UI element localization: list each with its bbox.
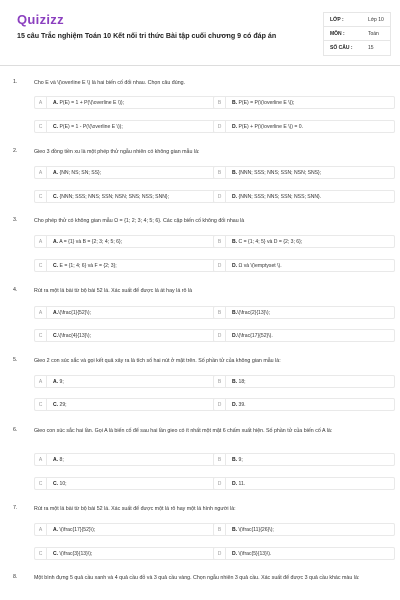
- option-text: [226, 551, 271, 557]
- answer-option[interactable]: [34, 477, 216, 490]
- option-letter: A: [35, 307, 47, 318]
- option-label: C.: [53, 262, 59, 269]
- option-label: D.: [232, 262, 238, 269]
- option-content: P(E) = 1 + P(\(\overline E \));: [58, 99, 125, 106]
- answer-option[interactable]: [34, 235, 216, 248]
- answer-option[interactable]: [34, 547, 216, 560]
- option-label: A.: [53, 378, 59, 385]
- option-text: [47, 333, 91, 339]
- option-content: 8;: [58, 456, 64, 463]
- option-letter: B: [214, 307, 226, 318]
- option-content: Ω và \(\emptyset \).: [237, 262, 282, 269]
- meta-table: [323, 12, 391, 56]
- meta-value: Lớp 10: [368, 16, 384, 23]
- option-content: P(E) = P(\(\overline E \));: [237, 99, 295, 106]
- answer-option[interactable]: [34, 306, 216, 319]
- meta-label: LỚP :: [330, 16, 344, 23]
- option-letter: B: [214, 167, 226, 178]
- answer-option[interactable]: [213, 190, 395, 203]
- option-text: [226, 239, 302, 245]
- option-text: [226, 124, 303, 130]
- question-number: 3.: [13, 217, 18, 223]
- option-content: C = {1; 4; 5} và D = {2; 3; 6};: [237, 238, 303, 245]
- option-text: [226, 170, 321, 176]
- option-label: B.: [232, 238, 238, 245]
- answer-option[interactable]: [34, 453, 216, 466]
- option-label: C.: [53, 193, 59, 200]
- answer-option[interactable]: [213, 306, 395, 319]
- option-label: D.: [232, 193, 238, 200]
- option-text: [226, 402, 246, 408]
- answer-option[interactable]: [213, 120, 395, 133]
- option-content: 9;: [237, 456, 243, 463]
- question-text: Cho E và \(\overline E \) là hai biến cố đối nhau. Chọn câu đúng.: [34, 80, 186, 86]
- answer-option[interactable]: [213, 547, 395, 560]
- option-letter: C: [35, 548, 47, 559]
- option-text: [47, 402, 67, 408]
- option-label: B.: [232, 169, 238, 176]
- meta-label: MÔN :: [330, 30, 345, 37]
- answer-option[interactable]: [213, 96, 395, 109]
- option-content: 9;: [58, 378, 64, 385]
- option-letter: D: [214, 260, 226, 271]
- question-number: 4.: [13, 287, 18, 293]
- option-label: A.: [53, 99, 59, 106]
- option-text: [226, 333, 273, 339]
- option-content: {NNN; SSS; NNS; SSN; NSN; SNS; NSS; SNN};: [58, 193, 170, 200]
- meta-label: SỐ CÂU :: [330, 45, 353, 51]
- option-text: [47, 379, 64, 385]
- question-number: 8.: [13, 574, 18, 580]
- option-label: D.: [232, 550, 238, 557]
- option-content: P(E) = 1 - P(\(\overline E \));: [58, 123, 123, 130]
- answer-option[interactable]: [213, 398, 395, 411]
- option-content: 29;: [58, 401, 67, 408]
- option-letter: A: [35, 236, 47, 247]
- option-content: \(\frac{4}{13}\);: [58, 332, 91, 339]
- answer-option[interactable]: [34, 120, 216, 133]
- option-content: \(\frac{5}{13}\).: [237, 550, 272, 557]
- option-text: [47, 481, 67, 487]
- option-letter: B: [214, 376, 226, 387]
- option-label: C.: [53, 123, 59, 130]
- question-number: 2.: [13, 148, 18, 154]
- option-content: A = {1} và B = {2; 3; 4; 5; 6};: [58, 238, 123, 245]
- option-text: [226, 100, 294, 106]
- answer-option[interactable]: [213, 166, 395, 179]
- question-text: Rút ra một lá bài từ bộ bài 52 lá. Xác suất để được lá át hay lá rô là: [34, 288, 193, 294]
- answer-option[interactable]: [213, 259, 395, 272]
- meta-row-count: [324, 41, 390, 55]
- option-letter: D: [214, 548, 226, 559]
- option-letter: A: [35, 524, 47, 535]
- option-label: A.: [53, 456, 59, 463]
- option-letter: C: [35, 191, 47, 202]
- option-letter: D: [214, 121, 226, 132]
- answer-option[interactable]: [213, 477, 395, 490]
- option-label: D.: [232, 480, 238, 487]
- option-letter: D: [214, 478, 226, 489]
- meta-value: 15: [368, 45, 374, 51]
- option-letter: B: [214, 236, 226, 247]
- option-text: [226, 527, 274, 533]
- option-text: [226, 310, 270, 316]
- option-text: [226, 379, 246, 385]
- answer-option[interactable]: [34, 398, 216, 411]
- option-text: [47, 239, 122, 245]
- question-text: Gieo con súc sắc hai lần. Gọi A là biến cố để sau hai lần gieo có ít nhất một mặt 6 chấm xuất hiện. Số phần tử của biến cố A là:: [34, 428, 333, 434]
- answer-option[interactable]: [213, 375, 395, 388]
- option-content: \(\frac{17}{52}\);: [58, 526, 96, 533]
- question-number: 5.: [13, 357, 18, 363]
- page-header: [0, 0, 400, 70]
- option-label: B.: [232, 456, 238, 463]
- header-divider: [0, 65, 400, 66]
- question-number: 6.: [13, 427, 18, 433]
- option-content: {NN; NS; SN; SS};: [58, 169, 102, 176]
- option-letter: A: [35, 454, 47, 465]
- option-content: E = {1; 4; 6} và F = {2; 3};: [58, 262, 117, 269]
- option-label: C.: [53, 480, 59, 487]
- option-text: [47, 194, 169, 200]
- option-letter: A: [35, 167, 47, 178]
- option-label: C.: [53, 332, 59, 339]
- option-content: 18;: [237, 378, 246, 385]
- option-content: \(\frac{11}{26}\);: [237, 526, 274, 533]
- option-content: {NNN; SSS; NNS; SSN; NSS; SNN}.: [237, 193, 322, 200]
- option-label: B.: [232, 99, 238, 106]
- option-content: \(\frac{2}{13}\);: [237, 309, 270, 316]
- question-text: Gieo 2 con súc sắc và gọi kết quả xảy ra là tích số hai nút ở mặt trên. Số phần tử của không gian mẫu là:: [34, 358, 281, 364]
- option-text: [47, 551, 92, 557]
- quizizz-logo: Quizizz: [17, 12, 64, 27]
- option-content: 39.: [237, 401, 246, 408]
- answer-option[interactable]: [213, 235, 395, 248]
- option-text: [47, 100, 124, 106]
- meta-row-class: [324, 13, 390, 27]
- option-letter: A: [35, 97, 47, 108]
- option-text: [226, 457, 243, 463]
- answer-option[interactable]: [34, 96, 216, 109]
- answer-option[interactable]: [213, 329, 395, 342]
- meta-value: Toán: [368, 30, 379, 37]
- option-letter: C: [35, 260, 47, 271]
- answer-option[interactable]: [34, 190, 216, 203]
- option-letter: D: [214, 399, 226, 410]
- answer-option[interactable]: [34, 329, 216, 342]
- option-text: [47, 310, 91, 316]
- option-letter: D: [214, 191, 226, 202]
- option-label: A.: [53, 169, 59, 176]
- option-letter: A: [35, 376, 47, 387]
- option-label: D.: [232, 332, 238, 339]
- option-letter: B: [214, 524, 226, 535]
- option-label: D.: [232, 401, 238, 408]
- page-title: 15 câu Trắc nghiệm Toán 10 Kết nối tri thức Bài tập cuối chương 9 có đáp án: [17, 32, 277, 40]
- option-content: \(\frac{3}{13}\);: [58, 550, 93, 557]
- option-content: \(\frac{17}{52}\).: [237, 332, 273, 339]
- option-label: A.: [53, 309, 59, 316]
- option-label: B.: [232, 309, 238, 316]
- answer-option[interactable]: [34, 259, 216, 272]
- option-text: [47, 457, 64, 463]
- option-label: B.: [232, 526, 238, 533]
- question-text: Gieo 3 đồng tiền xu là một phép thử ngẫu nhiên có không gian mẫu là:: [34, 149, 200, 155]
- option-label: C.: [53, 550, 59, 557]
- option-letter: C: [35, 478, 47, 489]
- option-letter: B: [214, 97, 226, 108]
- option-text: [226, 194, 321, 200]
- option-label: A.: [53, 238, 59, 245]
- option-label: A.: [53, 526, 59, 533]
- question-text: Rút ra một lá bài từ bộ bài 52 lá. Xác suất để được một lá rô hay một lá hình người là:: [34, 506, 236, 512]
- option-text: [226, 481, 245, 487]
- option-text: [47, 263, 117, 269]
- question-text: Cho phép thử có không gian mẫu Ω = {1; 2; 3; 4; 5; 6}. Các cặp biến cố không đối nhau là: [34, 218, 245, 224]
- answer-option[interactable]: [213, 453, 395, 466]
- answer-option[interactable]: [34, 523, 216, 536]
- question-number: 1.: [13, 79, 18, 85]
- answer-option[interactable]: [34, 166, 216, 179]
- option-letter: C: [35, 330, 47, 341]
- option-content: P(E) + P(\(\overline E \)) = 0.: [237, 123, 304, 130]
- option-text: [47, 124, 123, 130]
- option-text: [226, 263, 282, 269]
- question-text: Một bình đựng 5 quả cầu xanh và 4 quả cầu đỏ và 3 quả cầu vàng. Chọn ngẫu nhiên 3 quả cầu. Xác suất để được 3 quả cầu khác màu là:: [34, 575, 360, 581]
- option-label: B.: [232, 378, 238, 385]
- question-number: 7.: [13, 505, 18, 511]
- option-letter: D: [214, 330, 226, 341]
- option-letter: B: [214, 454, 226, 465]
- option-content: 10;: [58, 480, 67, 487]
- option-letter: C: [35, 121, 47, 132]
- option-content: \(\frac{1}{52}\);: [58, 309, 91, 316]
- option-letter: C: [35, 399, 47, 410]
- answer-option[interactable]: [34, 375, 216, 388]
- option-label: D.: [232, 123, 238, 130]
- option-content: {NNN; SSS; NNS; SSN; NSN; SNS};: [237, 169, 322, 176]
- option-label: C.: [53, 401, 59, 408]
- meta-row-subject: [324, 27, 390, 41]
- answer-option[interactable]: [213, 523, 395, 536]
- option-text: [47, 170, 101, 176]
- option-text: [47, 527, 95, 533]
- option-content: 11.: [237, 480, 246, 487]
